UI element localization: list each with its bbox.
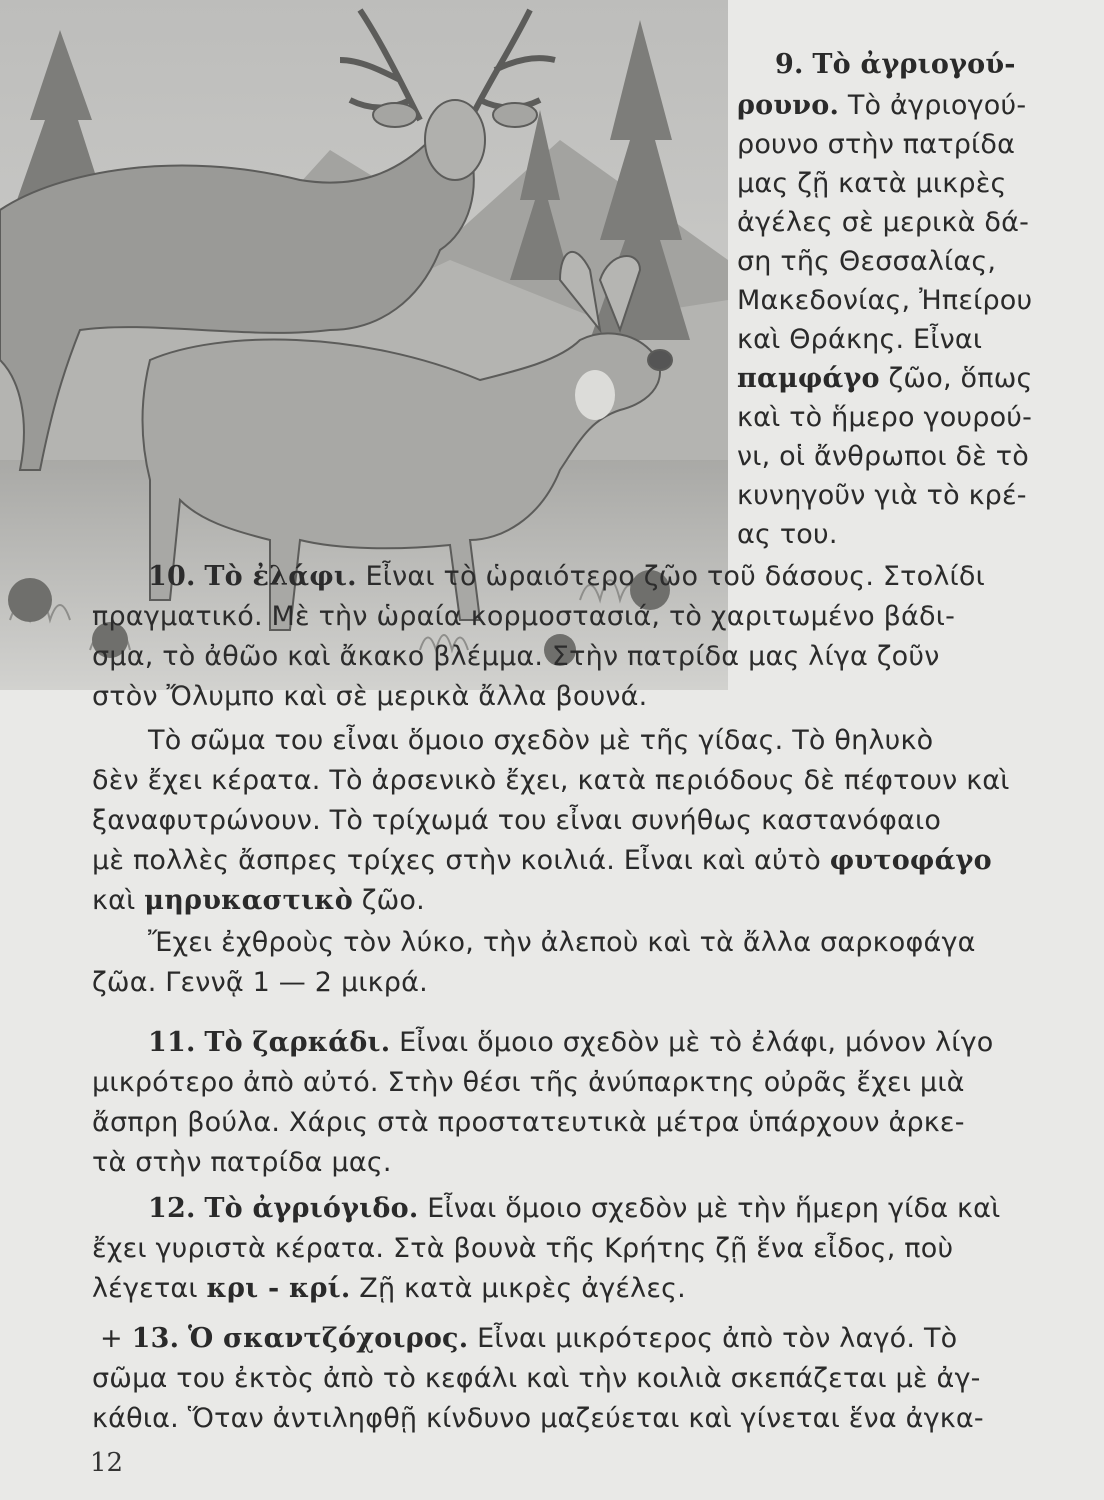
section-12-line-2: ἔχει γυριστὰ κέρατα. Στὰ βουνὰ τῆς Κρήτης ζῇ ἕνα εἶδος, ποὺ bbox=[92, 1233, 954, 1264]
section-9-line-11: κυνηγοῦν γιὰ τὸ κρέ- bbox=[737, 480, 1027, 511]
section-9-heading bbox=[775, 48, 1016, 82]
section-10-line-9-text: καὶ bbox=[92, 885, 136, 916]
section-13-line-1-text: Εἶναι μικρότερος ἀπὸ τὸν λαγό. Τὸ bbox=[477, 1323, 958, 1354]
section-10-line-5: Τὸ σῶμα του εἶναι ὅμοιο σχεδὸν μὲ τῆς γίδας. Τὸ θηλυκὸ bbox=[148, 725, 934, 756]
section-9-line-6: Μακεδονίας, Ἠπείρου bbox=[737, 285, 1033, 316]
section-10-line-1-text: Εἶναι τὸ ὡραιότερο ζῶο τοῦ δάσους. Στολίδι bbox=[365, 561, 985, 592]
section-10-line-7: ξαναφυτρώνουν. Τὸ τρίχωμά του εἶναι συνήθως καστανόφαιο bbox=[92, 805, 942, 836]
section-9-title-part2: ρουνο. bbox=[737, 90, 840, 121]
section-12-title: Τὸ ἀγριόγιδο. bbox=[204, 1193, 419, 1224]
section-10-title: Τὸ ἐλάφι. bbox=[204, 561, 357, 592]
section-10-line-10: Ἔχει ἐχθροὺς τὸν λύκο, τὴν ἀλεποὺ καὶ τὰ ἄλλα σαρκοφάγα bbox=[148, 927, 976, 958]
section-9-line-1 bbox=[737, 89, 1026, 123]
section-9-line-7: καὶ Θράκης. Εἶναι bbox=[737, 324, 983, 355]
section-10-line-8-text: μὲ πολλὲς ἄσπρες τρίχες στὴν κοιλιά. Εἶναι καὶ αὐτὸ bbox=[92, 845, 821, 876]
section-11-line-4: τὰ στὴν πατρίδα μας. bbox=[92, 1147, 392, 1178]
page-number: 12 bbox=[90, 1448, 124, 1478]
section-12-line-3 bbox=[92, 1272, 686, 1306]
section-12-line-1-text: Εἶναι ὅμοιο σχεδὸν μὲ τὴν ἥμερη γίδα καὶ bbox=[427, 1193, 1001, 1224]
section-11-line-1-text: Εἶναι ὅμοιο σχεδὸν μὲ τὸ ἐλάφι, μόνον λίγο bbox=[399, 1027, 994, 1058]
section-10-line-2: πραγματικό. Μὲ τὴν ὡραία κορμοστασιά, τὸ χαριτωμένο βάδι- bbox=[92, 601, 956, 632]
section-9-line-12: ας του. bbox=[737, 519, 838, 550]
section-10-number: 10. bbox=[148, 561, 196, 592]
section-12-line-1 bbox=[148, 1192, 1000, 1226]
section-10-line-6: δὲν ἔχει κέρατα. Τὸ ἀρσενικὸ ἔχει, κατὰ περιόδους δὲ πέφτουν καὶ bbox=[92, 765, 1010, 796]
section-13-number: 13. bbox=[131, 1323, 180, 1354]
section-11-line-1 bbox=[148, 1026, 994, 1060]
section-10-line-4: στὸν Ὄλυμπο καὶ σὲ μερικὰ ἄλλα βουνά. bbox=[92, 681, 648, 712]
section-10-line-9 bbox=[92, 884, 425, 918]
section-9-text: Τὸ ἀγριογού- bbox=[847, 90, 1027, 121]
section-12-line-3-end: Ζῇ κατὰ μικρὲς ἀγέλες. bbox=[359, 1273, 686, 1304]
section-13-mark: + bbox=[100, 1323, 123, 1354]
section-10-line-11: ζῶα. Γεννᾷ 1 — 2 μικρά. bbox=[92, 967, 428, 998]
section-9-number: 9. bbox=[775, 49, 804, 80]
section-9-line-2: ρουνο στὴν πατρίδα bbox=[737, 129, 1016, 160]
section-9-line-5: ση τῆς Θεσσαλίας, bbox=[737, 246, 997, 277]
section-13-line-2: σῶμα του ἐκτὸς ἀπὸ τὸ κεφάλι καὶ τὴν κοιλιὰ σκεπάζεται μὲ ἀγ- bbox=[92, 1363, 981, 1394]
section-11-line-3: ἄσπρη βούλα. Χάρις στὰ προστατευτικὰ μέτρα ὑπάρχουν ἀρκε- bbox=[92, 1107, 965, 1138]
section-10-bold-1: φυτοφάγο bbox=[829, 845, 992, 876]
section-13-title: Ὁ σκαντζόχοιρος. bbox=[188, 1323, 469, 1354]
section-10-line-8 bbox=[92, 844, 992, 878]
section-11-line-2: μικρότερο ἀπὸ αὐτό. Στὴν θέσι τῆς ἀνύπαρκτης οὐρᾶς ἔχει μιὰ bbox=[92, 1067, 965, 1098]
section-12-line-3-text: λέγεται bbox=[92, 1273, 198, 1304]
section-9-line-10: νι, οἱ ἄνθρωποι δὲ τὸ bbox=[737, 441, 1029, 472]
section-9-bold-word: παμφάγο bbox=[737, 363, 880, 394]
section-12-number: 12. bbox=[148, 1193, 196, 1224]
section-11-number: 11. bbox=[148, 1027, 196, 1058]
section-11-title: Τὸ ζαρκάδι. bbox=[204, 1027, 391, 1058]
section-10-line-3: σμα, τὸ ἀθῶο καὶ ἄκακο βλέμμα. Στὴν πατρίδα μας λίγα ζοῦν bbox=[92, 641, 940, 672]
section-10-line-9-end: ζῶο. bbox=[361, 885, 425, 916]
section-9-line-4: ἀγέλες σὲ μερικὰ δά- bbox=[737, 207, 1030, 238]
section-12-bold: κρι - κρί. bbox=[206, 1273, 351, 1304]
section-10-line-1 bbox=[148, 560, 985, 594]
section-9-title-part1: Τὸ ἀγριογού- bbox=[812, 49, 1016, 80]
section-9-line-3: μας ζῇ κατὰ μικρὲς bbox=[737, 168, 1007, 199]
section-9-line-8 bbox=[737, 362, 1033, 396]
section-9-line-9: καὶ τὸ ἥμερο γουρού- bbox=[737, 402, 1033, 433]
section-10-bold-2: μηρυκαστικὸ bbox=[144, 885, 353, 916]
section-13-line-3: κάθια. Ὅταν ἀντιληφθῇ κίνδυνο μαζεύεται καὶ γίνεται ἕνα ἀγκα- bbox=[92, 1403, 984, 1434]
section-9-line-8-text: ζῶο, ὅπως bbox=[888, 363, 1033, 394]
section-13-line-1 bbox=[100, 1322, 957, 1356]
